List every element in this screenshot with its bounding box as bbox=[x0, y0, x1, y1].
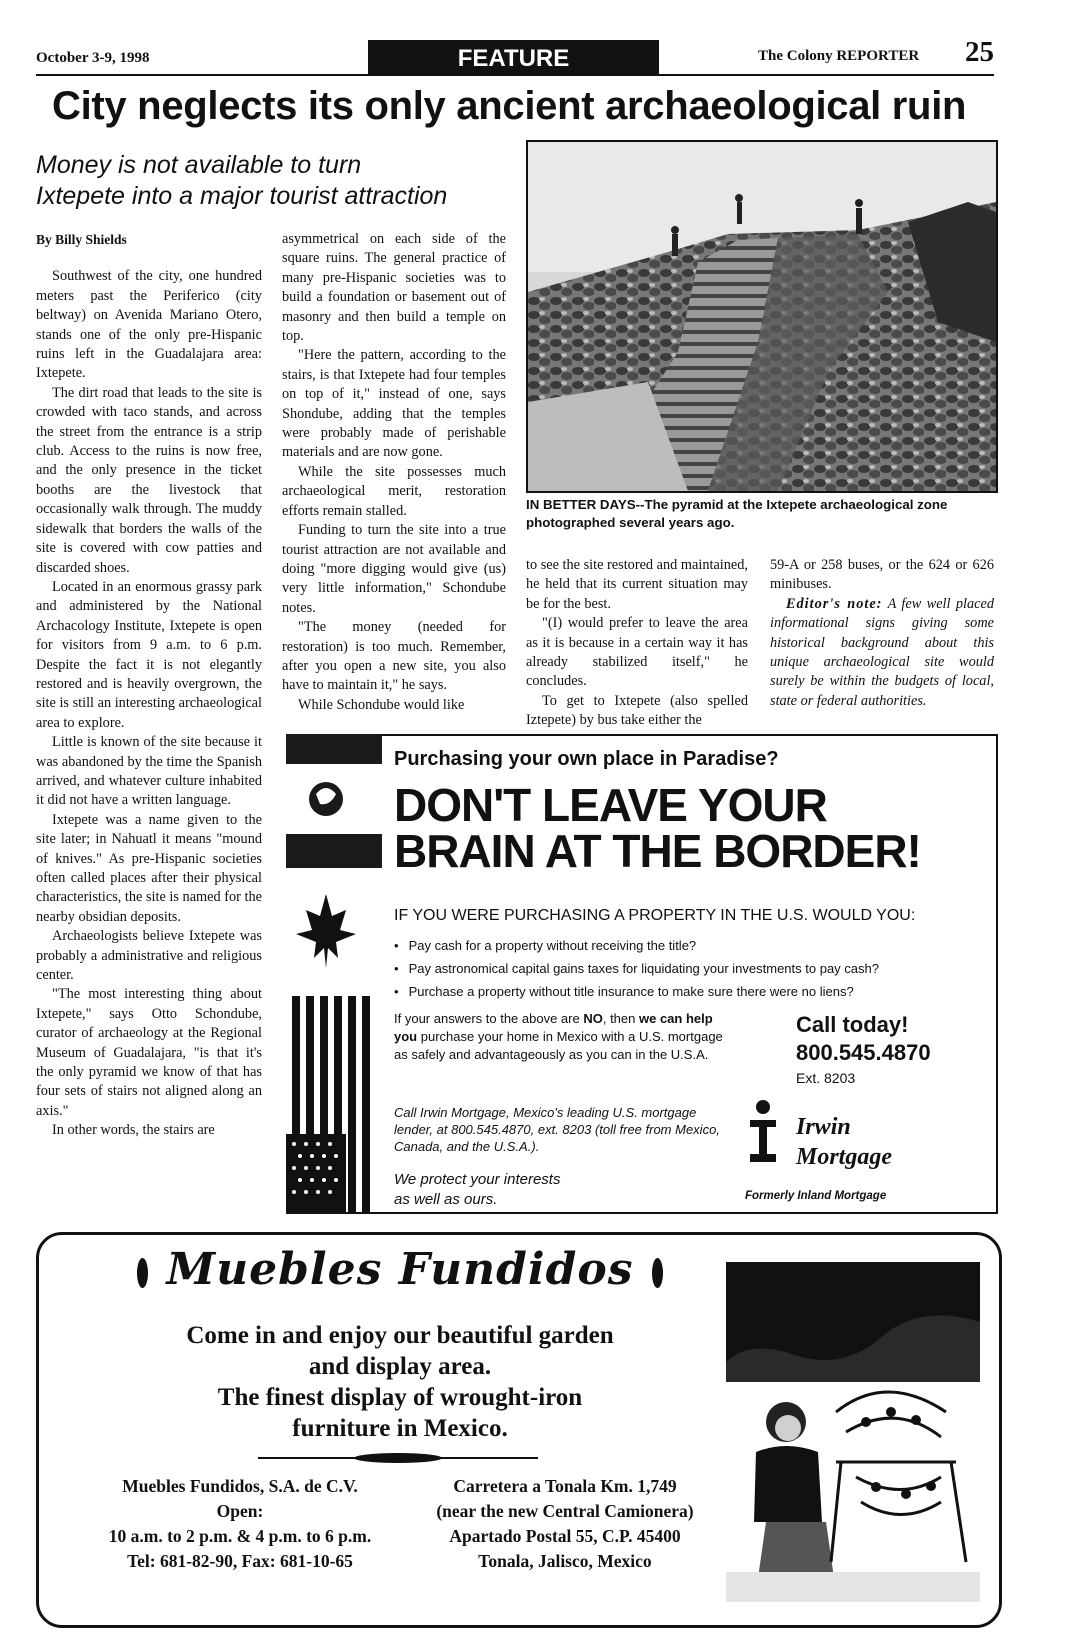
ad-bullet-list bbox=[394, 934, 879, 1003]
address-line: Apartado Postal 55, C.P. 45400 bbox=[449, 1526, 681, 1546]
paragraph: "The money (needed for restoration) is too much. Remember, after you open a new site, you also have to maintain it," he says. bbox=[282, 619, 506, 694]
paragraph: The dirt road that leads to the site is crowded with taco stands, and across the street from the entrance is a strip club. Access to the ruins is now free, and the only presence in the ticket booths are the livestock that occasionally walk through. The muddy sidewalk that borders the walls of the site is covered with cow patties and discarded shoes. bbox=[36, 384, 262, 576]
masthead-rule bbox=[36, 74, 994, 76]
paragraph: asymmetrical on each side of the square ruins. The general practice of many pre-Hispanic societies was to build a foundation or basement out of masonry and then build a temple on top. bbox=[282, 231, 506, 345]
ad-answer-intro: If your answers to the above are bbox=[394, 1011, 580, 1026]
contact-line: 10 a.m. to 2 p.m. & 4 p.m. to 6 p.m. bbox=[108, 1526, 372, 1546]
paragraph: While Schondube would like bbox=[298, 696, 465, 713]
flags-strip bbox=[286, 734, 382, 1212]
logo-line: Irwin bbox=[796, 1114, 851, 1140]
furniture-store-name bbox=[70, 1244, 730, 1295]
irwin-logo-icon bbox=[748, 1100, 778, 1166]
phone-number: 800.545.4870 bbox=[796, 1040, 931, 1065]
subheadline bbox=[36, 150, 516, 212]
article-column-2 bbox=[282, 230, 506, 715]
paragraph: Little is known of the site because it was abandoned by the time the Spanish arrived, and whatever culture inhabited it did not have a written language. bbox=[36, 734, 262, 809]
furniture-tagline bbox=[90, 1320, 710, 1444]
editors-note-text: A few well placed informational signs giving some historical background about this unique archaeological site would surely be within the budgets of local, state or federal authorities. bbox=[770, 595, 994, 709]
headline: City neglects its only ancient archaeological ruin bbox=[52, 84, 967, 128]
paragraph: Located in an enormous grassy park and administered by the National Archacology Institute, Ixtepete is open for visitors from 9 a.m. to 6 p.m. Despite the fact it is not elegantly restored and is heavily overgrown, the site is still an interesting archaeological area to explore. bbox=[36, 578, 262, 731]
store-name-text: Muebles Fundidos bbox=[166, 1244, 634, 1295]
paragraph: to see the site restored and maintained, he held that its current situation may be for the best. bbox=[526, 557, 748, 612]
ad-ask: IF YOU WERE PURCHASING A PROPERTY IN THE U.S. WOULD YOU: bbox=[394, 907, 916, 924]
ad-bullet: • Purchase a property without title insurance to make sure there were no liens? bbox=[394, 980, 879, 1003]
ad-bullet: • Pay astronomical capital gains taxes for liquidating your investments to pay cash? bbox=[394, 957, 879, 980]
paragraph: "Here the pattern, according to the stairs, is that Ixtepete had four temples on top of it," instead of one, says Shondube, adding that the temples were probably made of perishable materials and are now gone. bbox=[282, 347, 506, 461]
paragraph: "(I) would prefer to leave the area as it is because in a certain way it has already stabilized itself," he concludes. bbox=[526, 615, 748, 690]
ad-headline bbox=[394, 779, 921, 877]
pyramid-photo bbox=[526, 140, 998, 493]
article-column-4 bbox=[770, 556, 994, 711]
ad-answer-bold: we can help you bbox=[394, 1011, 713, 1044]
paragraph: To get to Ixtepete (also spelled Iztepete) by bus take either the bbox=[526, 692, 748, 729]
issue-date: October 3-9, 1998 bbox=[36, 50, 150, 66]
logo-line: Mortgage bbox=[796, 1144, 892, 1170]
phone-extension: Ext. 8203 bbox=[796, 1070, 856, 1086]
ad-answer-no: NO bbox=[583, 1011, 603, 1026]
paragraph: In other words, the stairs are bbox=[52, 1122, 215, 1139]
subhead-line: Ixtepete into a major tourist attraction bbox=[36, 182, 448, 210]
page-number: 25 bbox=[965, 36, 994, 68]
tagline-line: The finest display of wrought-iron bbox=[217, 1384, 583, 1411]
decorative-rule bbox=[258, 1450, 538, 1460]
paragraph: Ixtepete was a name given to the site later; in Nahuatl it means "mound of knives." As pre-Hispanic societies often called places after their physical characteristics, the site is named for the nearby obsidian deposits. bbox=[36, 811, 262, 925]
logo-former-name: Formerly Inland Mortgage bbox=[745, 1190, 887, 1202]
ornament-dot-icon bbox=[652, 1258, 663, 1288]
ad-question: Purchasing your own place in Paradise? bbox=[394, 748, 779, 770]
ad-bullet: • Pay cash for a property without receiving the title? bbox=[394, 934, 879, 957]
irwin-logo-text bbox=[796, 1112, 892, 1172]
ornament-dot-icon bbox=[137, 1258, 148, 1288]
tagline-line: Come in and enjoy our beautiful garden bbox=[186, 1322, 614, 1349]
subhead-line: Money is not available to turn bbox=[36, 151, 362, 179]
tagline-line: furniture in Mexico. bbox=[292, 1415, 508, 1442]
article-column-1 bbox=[36, 230, 262, 1141]
call-today-label: Call today! bbox=[796, 1012, 909, 1037]
photo-caption: IN BETTER DAYS--The pyramid at the Ixtepete archaeological zone photographed several years ago. bbox=[526, 497, 948, 530]
pyramid-image bbox=[528, 142, 996, 491]
woman-with-chair-image bbox=[726, 1262, 980, 1602]
ad-answer-rest: purchase your home in Mexico with a U.S. mortgage as safely and advantageously as you can in the U.S.A. bbox=[394, 1029, 723, 1062]
paragraph: Archaeologists believe Ixtepete was probably a administrative and religious center. bbox=[36, 928, 262, 984]
ad-headline-line: DON'T LEAVE YOUR bbox=[394, 779, 827, 831]
mexico-flag-icon bbox=[286, 734, 382, 864]
paragraph: Funding to turn the site into a true tourist attraction are not available and doing "more digging would give (us) very little information," Schondube notes. bbox=[282, 522, 506, 616]
furniture-contact-left bbox=[60, 1474, 420, 1574]
usa-flag-icon bbox=[286, 988, 382, 1212]
furniture-photo bbox=[726, 1262, 980, 1602]
tagline-line: and display area. bbox=[308, 1353, 492, 1380]
address-line: (near the new Central Camionera) bbox=[436, 1501, 694, 1521]
canada-flag-icon bbox=[286, 864, 382, 988]
editors-note bbox=[770, 595, 994, 711]
ad-answer-mid: , then bbox=[602, 1011, 636, 1026]
newspaper-name: The Colony REPORTER bbox=[758, 48, 920, 64]
paragraph: Southwest of the city, one hundred meters past the Periferico (city beltway) on Avenida Mariano Otero, stands one of the only pre-Hispanic ruins left in the Guadalajara area: Ixtepete. bbox=[36, 268, 262, 382]
ad-slogan-line: We protect your interests bbox=[394, 1171, 561, 1188]
contact-line: Muebles Fundidos, S.A. de C.V. bbox=[122, 1476, 358, 1496]
ad-contact-text: Call Irwin Mortgage, Mexico's leading U.S. mortgage lender, at 800.545.4870, ext. 8203 (toll free from Mexico, Canada, and the U.S.A.). bbox=[394, 1105, 720, 1154]
contact-line: Open: bbox=[216, 1501, 264, 1521]
ad-answer-text bbox=[394, 1010, 724, 1064]
paragraph: While the site possesses much archaeological merit, restoration efforts remain stalled. bbox=[282, 463, 506, 519]
contact-line: Tel: 681-82-90, Fax: 681-10-65 bbox=[127, 1551, 353, 1571]
paragraph: "The most interesting thing about Ixtepete," says Otto Schondube, curator of archaeology at the Regional Museum of Guadalajara, "is that it's the only pyramid we know of that has four sets of stairs not aligned along an axis." bbox=[36, 986, 262, 1119]
ad-slogan-line: as well as ours. bbox=[394, 1191, 498, 1208]
paragraph: 59-A or 258 buses, or the 624 or 626 minibuses. bbox=[770, 557, 994, 593]
ad-headline-line: BRAIN AT THE BORDER! bbox=[394, 825, 921, 877]
address-line: Tonala, Jalisco, Mexico bbox=[478, 1551, 652, 1571]
article-column-3 bbox=[526, 556, 748, 731]
byline: By Billy Shields bbox=[36, 232, 127, 247]
section-banner: FEATURE bbox=[368, 40, 659, 76]
editors-note-label: Editor's note: bbox=[786, 595, 883, 612]
ad-slogan bbox=[394, 1170, 614, 1210]
address-line: Carretera a Tonala Km. 1,749 bbox=[453, 1476, 677, 1496]
furniture-contact-right bbox=[405, 1474, 725, 1574]
